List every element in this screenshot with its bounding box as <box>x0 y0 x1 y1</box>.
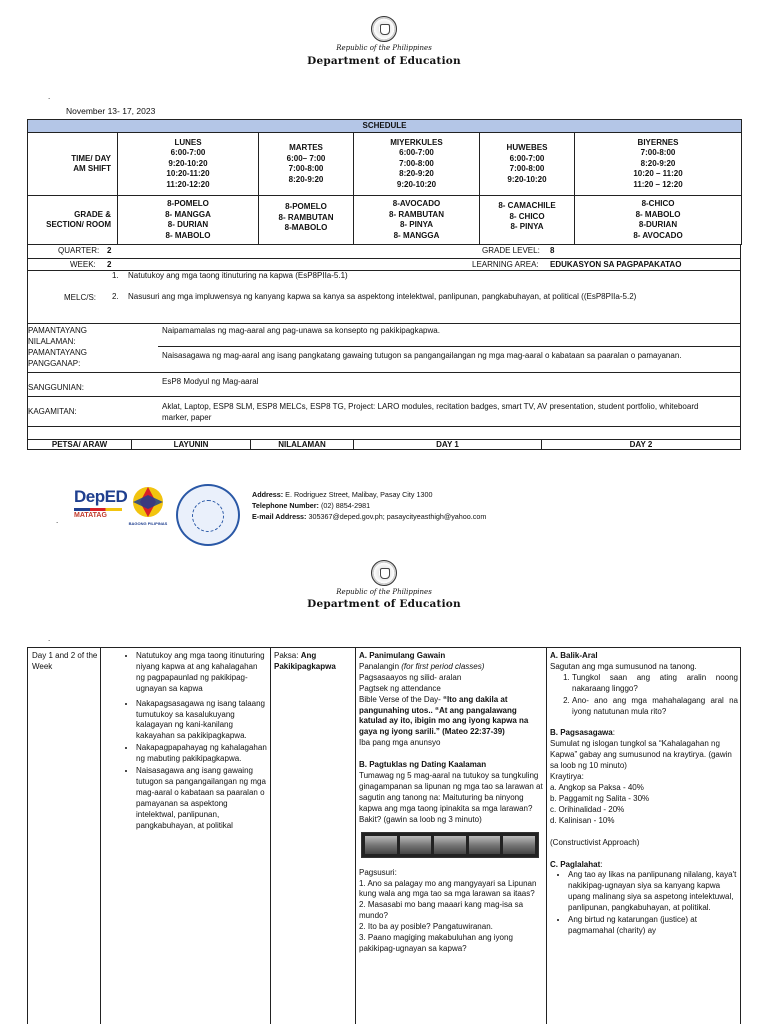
day-times: 6:00-7:00 7:00-8:00 8:20-9:20 9:20-10:20 <box>396 148 437 189</box>
day-name: MIYERKULES <box>390 137 443 147</box>
day-name: HUWEBES <box>506 143 548 152</box>
criteria-item: c. Orihinalidad - 20% <box>550 804 625 814</box>
email-value: 305367@deped.gov.ph; pasaycityeasthigh@yahoo.com <box>308 512 487 521</box>
sanggunian-label: SANGGUNIAN: <box>28 383 85 392</box>
bullet-mark: . <box>56 516 59 525</box>
sections-lunes: 8-POMELO 8- MANGGA 8- DURIAN 8- MABOLO <box>118 196 259 245</box>
day2-section-a-title: A. Balik-Aral <box>550 651 598 660</box>
bible-prefix: Bible Verse of the Day- <box>359 694 444 704</box>
letterhead-republic: Republic of the Philippines <box>336 44 432 52</box>
day-name: BIYERNES <box>637 137 679 147</box>
day1-cell <box>359 651 544 1024</box>
pamantayang-nilalaman-label: PAMANTAYANG NILALAMAN: <box>28 326 87 346</box>
deped-seal-icon <box>371 560 397 586</box>
day2-section-b-text: Sumulat ng islogan tungkol sa “Kahalagahan ng Kapwa” gabay ang sumusunod na kraytirya. (gawin sa loob ng 10 minuto) <box>550 739 732 771</box>
nilalaman-topic: Ang Pakikipagkapwa <box>274 651 336 671</box>
schedule-title: SCHEDULE <box>28 120 742 133</box>
letterhead-department: Department of Education <box>307 55 461 67</box>
bagong-pilipinas-logo <box>128 485 168 529</box>
quarter-label: QUARTER: <box>58 246 100 255</box>
day-times: 6:00-7:00 9:20-10:20 10:20-11:20 11:20-12:20 <box>166 148 210 189</box>
panalangin-text: Panalangin <box>359 661 402 671</box>
day-cell-huwebes <box>480 133 575 196</box>
school-seal-icon <box>176 484 240 546</box>
community-helpers-images <box>361 832 539 858</box>
learning-area-label: LEARNING AREA: <box>472 260 539 269</box>
day-cell-lunes <box>118 133 259 196</box>
day-cell-biyernes <box>575 133 742 196</box>
bagong-pilipinas-text: BAGONG PILIPINAS <box>128 521 168 526</box>
bible-verse: “Ito ang dakila at pangunahing utos.. “At ang pangalawang katulad ay ito, ibigin mo ang iyong kapwa na gaya ng iyong sarili.” (Mateo 22:37-39) <box>359 694 529 737</box>
day2-cell: A. Balik-Aral Sagutan ang mga sumusunod na tanong. 1. Tungkol saan ang ating aralin noong nakaraang linggo? 2. Ano- ano ang mga mahahalagang aral na iyong natutunan mula rito? B. Pagsasagawa: Sumulat ng islogan tungkol sa “Kahalagahan ng Kapwa” gabay ang sumusunod na kraytirya. (gawin sa loob ng 10 minuto) Kraytirya: a. Angkop sa Paksa - 40% b. Paggamit ng Salita - 30% c. Orihinalidad - 20% d. Kalinisan - 10% (Constructivist Approach) C. Paglalahat: • Ang tao ay likas na panlipunang nilalang, kaya't nakikipag-ugnayan siya sa kanyang kapwa upang malinang siya sa aspetong intelektuwal, panlipunan, pangkabuhayan, at politikal. • Ang birtud ng katarungan (justice) at pagmamahal (charity) ay <box>550 651 738 1024</box>
melc-item: Nasusuri ang mga impluwensya ng kanyang kapwa sa kanya sa aspektong intelektwal, panlipunan, pangkabuhayan, at political ((EsP8PIIa-5.2) <box>128 291 637 301</box>
petsa-cell <box>32 651 98 1024</box>
sections-miyerkules: 8-AVOCADO 8- RAMBUTAN 8- PINYA 8- MANGGA <box>354 196 480 245</box>
day2-section-b-title: B. Pagsasagawa <box>550 728 613 738</box>
time-day-label: TIME/ DAY AM SHIFT <box>28 133 118 196</box>
melcs-list: 1. Natutukoy ang mga taong itinuturing na kapwa (EsP8PIIa-5.1) 2. Nasusuri ang mga impluwensya ng kanyang kapwa sa kanya sa aspektong intelektwal, panlipunan, pangkabuhayan, at political ((EsP8PIIa-5.2) <box>112 271 637 301</box>
question-item: 2. Masasabi mo bang maaari kang mag-isa sa mundo? <box>359 900 524 921</box>
column-day1: DAY 1 <box>436 440 459 449</box>
day-times: 6:00– 7:00 7:00-8:00 8:20-9:20 <box>286 153 326 184</box>
layunin-item: • Naisasagawa ang isang gawaing tutugon sa pangangailangan ng mga mag-aaral o kabataan sa paaralan o pamayanan sa aspektong intelektwal, panlipunan, pangkabuhayan, at politikal <box>136 766 268 831</box>
layunin-item: • Nakapagpapahayag ng kahalagahan ng mabuting pakikipagkapwa. <box>136 743 268 765</box>
paglalahat-item: • Ang birtud ng katarungan (justice) at pagmamahal (charity) ay <box>568 915 738 937</box>
day-times: 7:00-8:00 8:20-9:20 10:20 – 11:20 11:20 – 12:20 <box>633 148 683 189</box>
nilalaman-cell <box>274 651 353 1024</box>
kraytirya-label: Kraytirya: <box>550 772 584 782</box>
lesson-table <box>27 647 741 1024</box>
criteria-item: d. Kalinisan - 10% <box>550 815 615 825</box>
deped-seal-icon <box>371 16 397 42</box>
melc-item: Natutukoy ang mga taong itinuturing na kapwa (EsP8PIIa-5.1) <box>128 271 348 280</box>
deped-matatag-logo <box>74 487 128 525</box>
layunin-cell <box>102 651 268 1024</box>
sections-biyernes: 8-CHICO 8- MABOLO 8-DURIAN 8- AVOCADO <box>575 196 742 245</box>
layunin-item: • Natutukoy ang mga taong itinuturing niyang kapwa at ang kahalagahan ng pagpapaunlad ng pakikipag-ugnayan sa kapwa <box>136 651 268 695</box>
balik-aral-item: 2. Ano- ano ang mga mahahalagang aral na iyong natutunan mula rito? <box>572 696 738 718</box>
bagong-pilipinas-icon <box>128 485 168 519</box>
pamantayang-nilalaman-value: Naipamamalas ng mag-aaral ang pag-unawa sa konsepto ng pakikipagkapwa. <box>162 326 440 335</box>
pagsusuri-label: Pagsusuri: <box>359 867 397 877</box>
column-petsa: PETSA/ ARAW <box>51 440 108 449</box>
nilalaman-prefix: Paksa: <box>274 651 301 660</box>
iba-text: Iba pang mga anunsyo <box>359 738 441 748</box>
school-contact <box>252 489 486 522</box>
approach-text: (Constructivist Approach) <box>550 837 640 847</box>
deped-logo-text: DepED <box>74 487 128 506</box>
week-date: November 13- 17, 2023 <box>66 106 156 116</box>
bullet-mark: . <box>48 634 51 643</box>
day1-section-a-title: A. Panimulang Gawain <box>359 651 446 660</box>
pamantayang-pagganap-label: PAMANTAYANG PANGGANAP: <box>28 348 87 368</box>
balik-aral-item: 1. Tungkol saan ang ating aralin noong nakaraang linggo? <box>572 673 738 695</box>
day1-section-b-title: B. Pagtuklas ng Dating Kaalaman <box>359 760 487 770</box>
day2-section-c-title: C. Paglalahat <box>550 859 601 869</box>
grade-level-value: 8 <box>550 246 555 255</box>
letterhead-republic: Republic of the Philippines <box>336 588 432 596</box>
phone-label: Telephone Number: <box>252 501 319 510</box>
quarter-value: 2 <box>107 246 112 255</box>
layunin-item: • Nakapagsasagawa ng isang talaang tumutukoy sa kasalukuyang kalagayan ng kani-kanilang kakayahan sa pakikipagkapwa. <box>136 699 268 743</box>
grade-section-label: GRADE & SECTION/ ROOM <box>28 196 118 245</box>
sections-martes: 8-POMELO 8- RAMBUTAN 8-MABOLO <box>259 196 354 245</box>
day-times: 6:00-7:00 7:00-8:00 9:20-10:20 <box>507 153 547 184</box>
day-name: LUNES <box>174 137 202 147</box>
sections-huwebes: 8- CAMACHILE 8- CHICO 8- PINYA <box>480 196 575 245</box>
day1-section-b-text: Tumawag ng 5 mag-aaral na tutukoy sa tungkuling ginagampanan sa lipunan ng mga tao sa larawan at sagutin ang tanong na: Maituturing ba ninyong kapwa ang mga taong ipinakita sa mga larawan? Bakit? (gawin sa loob ng 3 minuto) <box>359 771 543 824</box>
grade-level-label: GRADE LEVEL: <box>482 246 540 255</box>
sanggunian-value: EsP8 Modyul ng Mag-aaral <box>162 377 259 386</box>
criteria-item: a. Angkop sa Paksa - 40% <box>550 782 644 792</box>
address-label: Address: <box>252 490 284 499</box>
week-label: WEEK: <box>70 260 96 269</box>
week-value: 2 <box>107 260 112 269</box>
lesson-info-block <box>27 245 741 450</box>
phone-value: (02) 8854-2981 <box>320 501 371 510</box>
day-cell-martes <box>259 133 354 196</box>
column-layunin: LAYUNIN <box>173 440 209 449</box>
panalangin-note: (for first period classes) <box>401 661 485 671</box>
matatag-text: MATATAG <box>74 512 107 519</box>
column-day2: DAY 2 <box>629 440 653 449</box>
petsa-text: Day 1 and 2 of the Week <box>32 651 98 671</box>
email-label: E-mail Address: <box>252 512 307 521</box>
melcs-label: MELC/S: <box>64 293 97 302</box>
column-nilalaman: NILALAMAN <box>278 440 326 449</box>
day-cell-miyerkules <box>354 133 480 196</box>
address-value: E. Rodriguez Street, Malibay, Pasay City 1300 <box>285 490 433 499</box>
question-item: 3. Paano magiging makabuluhan ang iyong pakikipag-ugnayan sa kapwa? <box>359 933 513 953</box>
day-name: MARTES <box>289 143 323 152</box>
learning-area-value: EDUKASYON SA PAGPAPAKATAO <box>550 260 682 269</box>
criteria-item: b. Paggamit ng Salita - 30% <box>550 793 650 803</box>
day2-section-a-text: Sagutan ang mga sumusunod na tanong. <box>550 661 697 671</box>
kagamitan-label: KAGAMITAN: <box>28 407 77 416</box>
question-item: 1. Ano sa palagay mo ang mangyayari sa Lipunan kung wala ang mga tao sa mga larawan sa itaas? <box>359 878 537 899</box>
schedule-table <box>27 119 742 245</box>
kagamitan-value: Aklat, Laptop, ESP8 SLM, ESP8 MELCs, ESP8 TG, Project: LARO modules, recitation badges, smart TV, AV presentation, student portfolio, whiteboard marker, paper <box>162 402 699 422</box>
pagsasaayos-text: Pagsasaayos ng silid- aralan <box>359 672 462 682</box>
question-item: 2. Ito ba ay posible? Pangatuwiranan. <box>359 922 493 932</box>
pagtsek-text: Pagtsek ng attendance <box>359 683 441 693</box>
pamantayang-pagganap-value: Naisasagawa ng mag-aaral ang isang pangkatang gawaing tutugon sa pangangailangan ng mga mag-aaral o kabataan sa paaralan o pamayanan. <box>162 351 682 360</box>
paglalahat-item: • Ang tao ay likas na panlipunang nilalang, kaya't nakikipag-ugnayan siya sa kanyang kapwa upang malinang siya sa aspetong intelektuwal, panlipunan, pangkabuhayan, at politikal. <box>568 870 738 914</box>
bullet-mark: . <box>48 92 51 101</box>
letterhead-department: Department of Education <box>307 598 461 610</box>
